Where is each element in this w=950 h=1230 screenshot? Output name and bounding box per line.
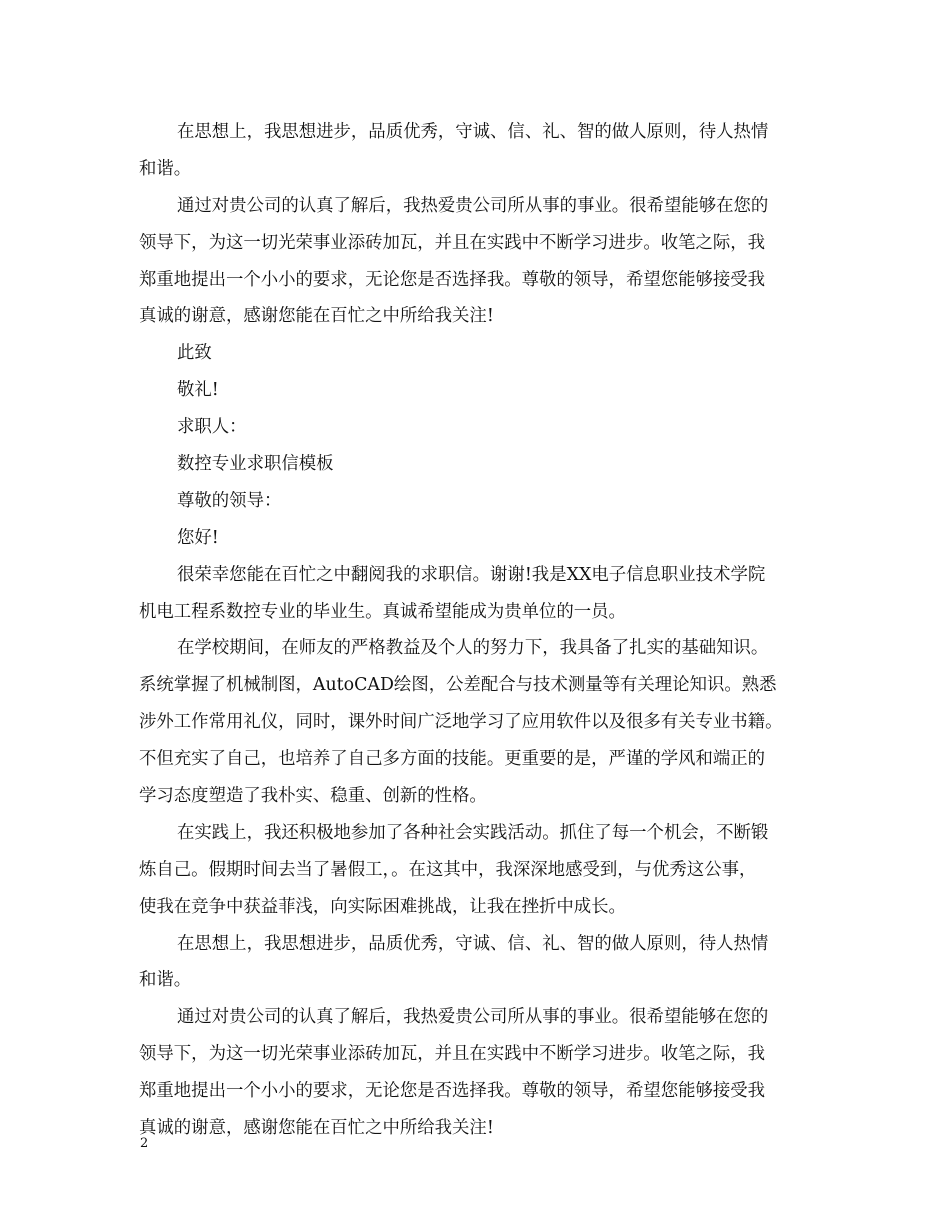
text-line: 炼自己。假期时间去当了暑假工，。在这其中，我深深地感受到，与优秀这公事，	[139, 859, 757, 880]
page-number: 2	[140, 1136, 149, 1151]
text-line: 真诚的谢意，感谢您能在百忙之中所给我关注!	[139, 1118, 494, 1139]
text-line: 在实践上，我还积极地参加了各种社会实践活动。抓住了每一个机会，不断锻	[177, 822, 769, 843]
text-line: 和谐。	[139, 970, 192, 991]
text-line: 数控专业求职信模板	[177, 454, 334, 475]
text-line: 郑重地提出一个小小的要求，无论您是否选择我。尊敬的领导，希望您能够接受我	[139, 1081, 766, 1102]
text-line: 郑重地提出一个小小的要求，无论您是否选择我。尊敬的领导，希望您能够接受我	[139, 269, 766, 290]
text-line: 在思想上，我思想进步，品质优秀，守诚、信、礼、智的做人原则，待人热情	[177, 933, 769, 954]
text-line: 机电工程系数控专业的毕业生。真诚希望能成为贵单位的一员。	[139, 601, 626, 622]
document-body	[139, 114, 814, 1147]
text-line: 求职人：	[177, 417, 247, 438]
text-line: 领导下，为这一切光荣事业添砖加瓦，并且在实践中不断学习进步。收笔之际，我	[139, 1044, 766, 1065]
text-line: 您好!	[177, 527, 219, 548]
text-line: 系统掌握了机械制图，AutoCAD绘图，公差配合与技术测量等有关理论知识。熟悉	[139, 675, 777, 696]
text-line: 此致	[177, 343, 212, 364]
text-line: 敬礼!	[177, 380, 219, 401]
text-line: 使我在竞争中获益菲浅，向实际困难挑战，让我在挫折中成长。	[139, 896, 626, 917]
text-line: 领导下，为这一切光荣事业添砖加瓦，并且在实践中不断学习进步。收笔之际，我	[139, 232, 766, 253]
text-line: 涉外工作常用礼仪，同时，课外时间广泛地学习了应用软件以及很多有关专业书籍。	[139, 712, 783, 733]
text-line: 通过对贵公司的认真了解后，我热爱贵公司所从事的事业。很希望能够在您的	[177, 195, 769, 216]
text-line: 在思想上，我思想进步，品质优秀，守诚、信、礼、智的做人原则，待人热情	[177, 122, 769, 142]
text-line: 通过对贵公司的认真了解后，我热爱贵公司所从事的事业。很希望能够在您的	[177, 1007, 769, 1028]
text-line: 很荣幸您能在百忙之中翻阅我的求职信。谢谢!我是XX电子信息职业技术学院	[177, 564, 766, 585]
text-line: 尊敬的领导：	[177, 490, 282, 511]
text-line: 真诚的谢意，感谢您能在百忙之中所给我关注!	[139, 306, 494, 327]
text-line: 和谐。	[139, 158, 192, 179]
text-line: 不但充实了自己，也培养了自己多方面的技能。更重要的是，严谨的学风和端正的	[139, 749, 766, 770]
text-line: 学习态度塑造了我朴实、稳重、创新的性格。	[139, 786, 487, 807]
text-line: 在学校期间，在师友的严格教益及个人的努力下，我具备了扎实的基础知识。	[177, 638, 769, 659]
